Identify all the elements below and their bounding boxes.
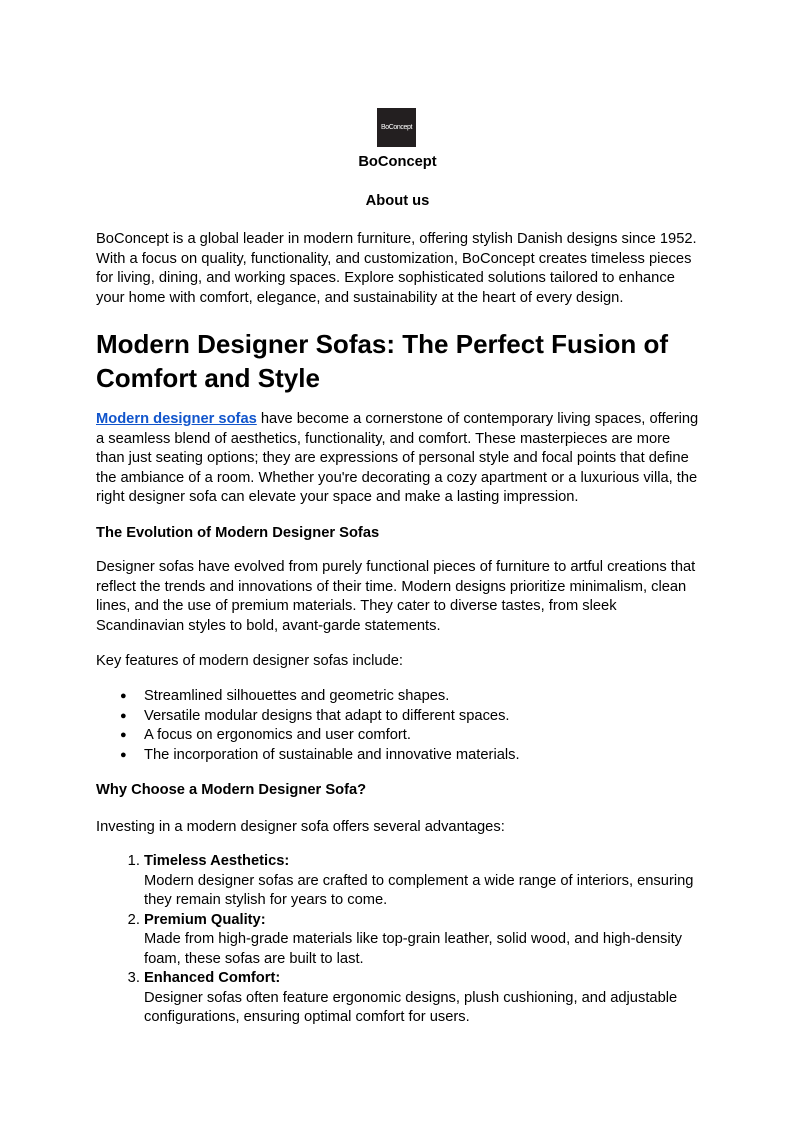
intro-text: have become a cornerstone of contemporary living spaces, offering a seamless blend of aesthetics, functionality, and comfort. These masterpieces are more than just seating options; they are expressions of personal style and focal points that define the ambiance of a room. Whether you're decorating a cozy apartment or a luxurious villa, the right designer sofa can elevate your space and make a lasting impression. (96, 411, 699, 505)
key-features-intro: Key features of modern designer sofas include: (96, 653, 403, 669)
features-list (96, 687, 520, 765)
item-text: Designer sofas often feature ergonomic designs, plush cushioning, and adjustable configurations, ensuring optimal comfort for users. (144, 989, 678, 1025)
item-title: Premium Quality: (144, 911, 266, 928)
about-heading: About us (365, 193, 430, 209)
boconcept-logo (377, 108, 416, 147)
item-text: Modern designer sofas are crafted to complement a wide range of interiors, ensuring they remain stylish for years to come. (144, 872, 694, 908)
section-heading-evolution: The Evolution of Modern Designer Sofas (96, 525, 380, 541)
list-item (144, 911, 702, 970)
brand-name: BoConcept (358, 154, 437, 170)
list-item (144, 852, 702, 911)
page-title: Modern Designer Sofas: The Perfect Fusion of Comfort and Style (96, 329, 669, 393)
intro-paragraph (96, 410, 702, 508)
list-item (144, 969, 702, 1028)
list-item: ● A focus on ergonomics and user comfort. (144, 726, 520, 746)
logo-text: BoConcept (380, 123, 413, 131)
item-title: Enhanced Comfort: (144, 970, 281, 986)
item-text: Made from high-grade materials like top-grain leather, solid wood, and high-density foam, these sofas are built to last. (144, 931, 683, 967)
why-text: Investing in a modern designer sofa offers several advantages: (96, 819, 505, 835)
advantages-list (96, 852, 702, 1028)
list-item: ● The incorporation of sustainable and innovative materials. (144, 746, 520, 766)
about-text: BoConcept is a global leader in modern furniture, offering stylish Danish designs since 1952. With a focus on quality, functionality, and customization, BoConcept creates timeless pieces for living, dining, and working spaces. Explore sophisticated solutions tailored to enhance your home with comfort, elegance, and sustainability at the heart of every design. (96, 231, 697, 306)
evolution-text: Designer sofas have evolved from purely functional pieces of furniture to artful creations that reflect the trends and innovations of their time. Modern designs prioritize minimalism, clean lines, and the use of premium materials. They cater to diverse tastes, from sleek Scandinavian styles to bold, avant-garde statements. (96, 559, 696, 634)
list-item: ● Versatile modular designs that adapt to different spaces. (144, 707, 520, 727)
item-title: Timeless Aesthetics: (144, 853, 290, 869)
list-item: ● Streamlined silhouettes and geometric shapes. (144, 687, 520, 707)
modern-designer-sofas-link[interactable]: Modern designer sofas (96, 411, 257, 427)
section-heading-why: Why Choose a Modern Designer Sofa? (96, 782, 367, 798)
